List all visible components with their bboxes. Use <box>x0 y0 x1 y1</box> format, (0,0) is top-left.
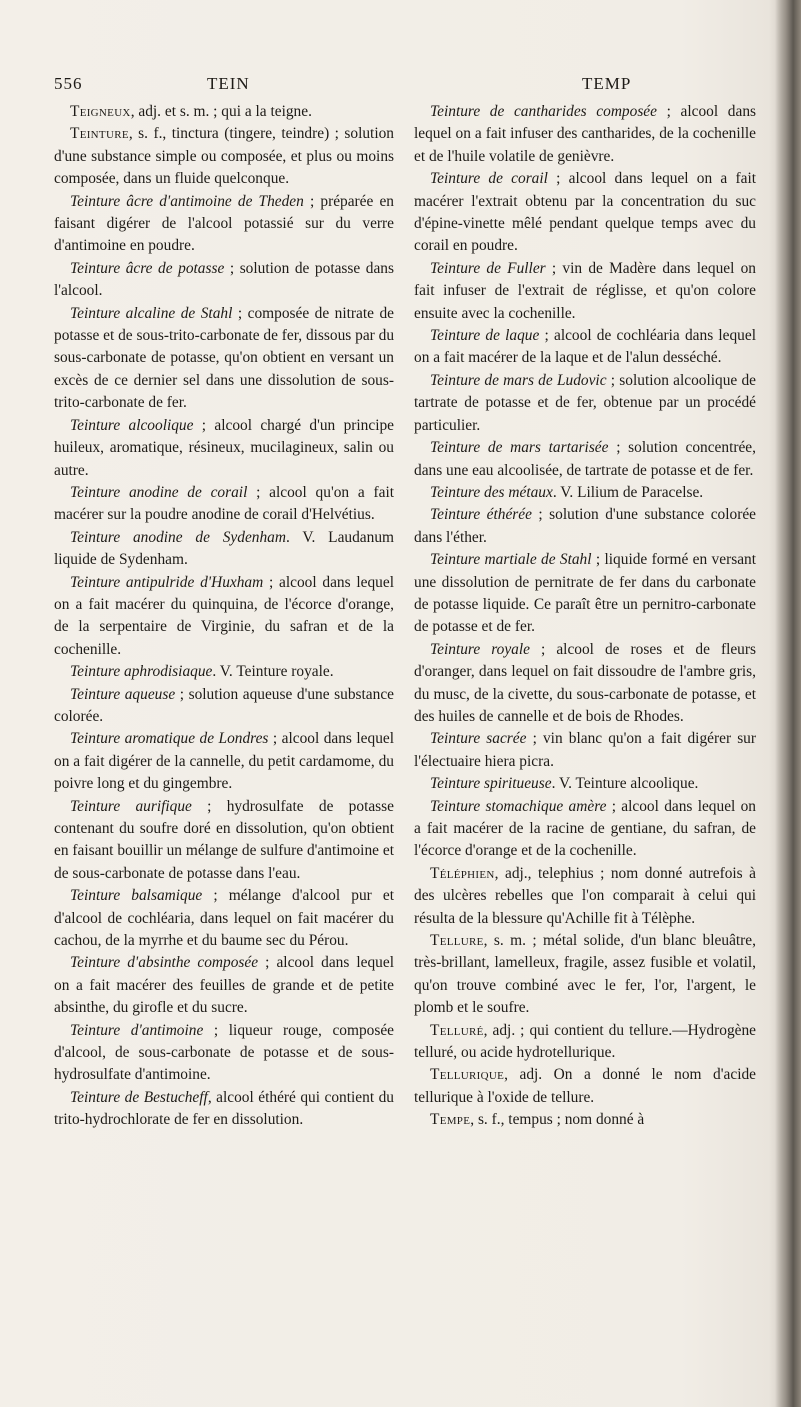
entry-headword: Teinture anodine de corail <box>70 483 248 501</box>
entry-definition: ; mélange d'alcool pur et d'alcool de cochléaria, dans lequel on fait macérer du cachou, de la myrrhe et du baume sec du Pérou. <box>54 887 395 950</box>
entry-definition: , alcool éthéré qui contient du trito-hydrochlorate de fer en dissolution. <box>54 1088 394 1129</box>
dictionary-entry <box>54 101 394 123</box>
entry-definition: ; solution aqueuse d'une substance colorée. <box>54 685 394 725</box>
entry-definition: , s. f., tempus ; nom donné à <box>470 1111 645 1129</box>
dictionary-entry <box>414 1020 756 1065</box>
entry-headword: Teinture <box>70 125 129 143</box>
entry-definition: ; solution d'une substance colorée dans l'éther. <box>414 506 756 546</box>
entry-definition: ; alcool chargé d'un principe huileux, aromatique, résineux, mucilagineux, salin ou autre. <box>54 416 394 479</box>
entry-headword: Teinture âcre de potasse <box>70 259 225 277</box>
dictionary-entry <box>414 370 756 437</box>
dictionary-entry <box>54 527 394 572</box>
dictionary-entry <box>414 796 756 863</box>
entry-definition: , adj. et s. m. ; qui a la teigne. <box>130 103 312 120</box>
entry-headword: Tellure <box>430 932 484 950</box>
entry-definition: ; solution alcoolique de tartrate de potasse et de fer, obtenue par un procédé particulier. <box>414 371 756 434</box>
dictionary-entry <box>414 482 756 504</box>
dictionary-entry <box>54 572 394 662</box>
dictionary-entry <box>414 863 756 930</box>
dictionary-entry <box>54 415 394 482</box>
entry-headword: Teinture royale <box>430 640 530 658</box>
entry-definition: ; alcool de cochléaria dans lequel on a fait macérer de la laque et de l'alun desséché. <box>414 327 756 367</box>
dictionary-entry <box>54 482 394 527</box>
entry-definition: ; vin blanc qu'on a fait digérer sur l'électuaire hiera picra. <box>414 730 756 770</box>
right-running-head: TEMP <box>582 74 632 93</box>
entry-definition: ; alcool dans lequel on a fait macérer l'extrait obtenu par la concentration du suc d'épine-vinette mêlé pendant quelque temps avec du corail en poudre. <box>414 170 756 255</box>
entry-headword: Teinture de corail <box>430 170 548 188</box>
dictionary-entry <box>414 639 756 729</box>
entry-headword: Teinture spiritueuse <box>430 775 552 793</box>
entry-headword: Teinture aurifique <box>70 797 192 815</box>
page-edge-shadow <box>775 0 801 1407</box>
entry-headword: Teinture des métaux <box>430 483 553 501</box>
entry-definition: ; alcool dans lequel on a fait macérer des feuilles de grande et de petite absinthe, du girofle et du sucre. <box>54 954 394 1017</box>
entry-headword: Teinture alcoolique <box>70 416 194 434</box>
entry-headword: Teinture aphrodisiaque <box>70 663 213 681</box>
entry-headword: Teinture aqueuse <box>70 685 176 703</box>
page-number: 556 <box>54 74 83 93</box>
dictionary-entry <box>414 930 756 1020</box>
left-column <box>54 101 394 1391</box>
dictionary-entry <box>414 101 756 168</box>
dictionary-entry <box>414 504 756 549</box>
dictionary-entry <box>414 549 756 639</box>
dictionary-entry <box>414 1064 756 1109</box>
entry-headword: Teinture de Fuller <box>430 259 546 277</box>
dictionary-entry <box>414 437 756 482</box>
entry-headword: Téléphien <box>430 864 495 882</box>
page-header <box>54 74 754 98</box>
dictionary-entry <box>54 952 394 1019</box>
dictionary-entry <box>54 661 394 683</box>
entry-headword: Teinture alcaline de Stahl <box>70 304 233 322</box>
dictionary-entry <box>414 168 756 258</box>
dictionary-entry <box>54 796 394 886</box>
entry-definition: . V. Lilium de Paracelse. <box>552 483 704 501</box>
entry-definition: ; solution concentrée, dans une eau alcoolisée, de tartrate de potasse et de fer. <box>414 439 756 479</box>
entry-definition: ; alcool dans lequel on a fait macérer du quinquina, de l'écorce d'orange, de la serpentaire de Virginie, du safran et de la cochenille. <box>54 573 394 658</box>
entry-definition: , adj., telephius ; nom donné autrefois à des ulcères rebelles que l'on comparait à celui qui résulta de la blessure qu'Achille fit à Télèphe. <box>414 864 756 927</box>
entry-definition: , s. f., tinctura (tingere, teindre) ; solution d'une substance simple ou composée, et plus ou moins composée, dans un fluide quelconque. <box>54 125 394 188</box>
entry-headword: Teinture d'antimoine <box>70 1021 204 1039</box>
dictionary-entry <box>54 303 394 415</box>
dictionary-entry <box>54 885 394 952</box>
entry-definition: . V. Teinture royale. <box>212 663 334 681</box>
entry-headword: Teinture anodine de Sydenham <box>70 528 286 546</box>
entry-definition: , adj. ; qui contient du tellure.—Hydrogène telluré, ou acide hydrotellurique. <box>414 1021 756 1062</box>
entry-headword: Teinture martiale de Stahl <box>430 551 592 569</box>
dictionary-entry <box>54 123 394 190</box>
entry-definition: ; préparée en faisant digérer de l'alcool potassié sur du verre d'antimoine en poudre. <box>54 192 394 255</box>
dictionary-entry <box>414 325 756 370</box>
entry-headword: Teinture de mars tartarisée <box>430 439 609 457</box>
entry-headword: Tellurique <box>430 1066 505 1084</box>
entry-definition: ; alcool dans lequel on a fait infuser des cantharides, de la cochenille et de l'huile volatile de genièvre. <box>414 103 757 165</box>
dictionary-entry <box>54 1020 394 1087</box>
left-running-head: TEIN <box>207 74 250 93</box>
entry-headword: Teinture âcre d'antimoine de Theden <box>70 192 304 210</box>
entry-headword: Teinture balsamique <box>70 887 203 905</box>
dictionary-entry <box>54 684 394 729</box>
entry-definition: ; vin de Madère dans lequel on fait infuser de l'extrait de réglisse, et qu'on colore ensuite avec la cochenille. <box>414 259 756 322</box>
entry-definition: ; alcool de roses et de fleurs d'oranger, dans lequel on fait dissoudre de l'ambre gris, du musc, de la civette, du sous-carbonate de potasse, et des huiles de cannelle et de bois de Rhodes. <box>414 640 756 725</box>
entry-definition: , s. m. ; métal solide, d'un blanc bleuâtre, très-brillant, lamelleux, fragile, assez fusible et volatil, qu'on trouve combiné avec le fer, l'or, l'argent, le plomb et le soufre. <box>414 932 756 1017</box>
entry-headword: Teinture de laque <box>430 327 540 345</box>
entry-definition: ; composée de nitrate de potasse et de sous-trito-carbonate de fer, dissous par du sous-carbonate de potasse, qu'on obtient en versant un excès de ce dernier sel dans une dissolution de sous-trito-carbonate de fer. <box>54 304 395 412</box>
dictionary-entry <box>54 258 394 303</box>
entry-definition: . V. Laudanum liquide de Sydenham. <box>54 528 395 569</box>
entry-headword: Teinture de Bestucheff <box>70 1088 208 1106</box>
entry-headword: Teinture de cantharides composée <box>430 103 657 120</box>
entry-headword: Teinture sacrée <box>430 730 527 748</box>
entry-definition: . V. Teinture alcoolique. <box>551 775 699 793</box>
entry-headword: Teinture aromatique de Londres <box>70 730 269 748</box>
entry-headword: Tempe <box>430 1111 471 1129</box>
entry-headword: Telluré <box>430 1021 484 1039</box>
entry-definition: ; alcool qu'on a fait macérer sur la poudre anodine de corail d'Helvétius. <box>54 483 394 524</box>
dictionary-entry <box>54 1087 394 1132</box>
entry-definition: ; liquide formé en versant une dissolution de pernitrate de fer dans du carbonate de potasse liquide. Ce paraît être un pernitro-carbonate de potasse et de fer. <box>414 551 756 636</box>
entry-definition: ; hydrosulfate de potasse contenant du soufre doré en dissolution, qu'on obtient en faisant bouillir un mélange de sulfure d'antimoine et de sous-carbonate de potasse dans l'eau. <box>54 797 394 882</box>
dictionary-entry <box>414 728 756 773</box>
entry-definition: ; solution de potasse dans l'alcool. <box>54 259 394 300</box>
entry-definition: ; alcool dans lequel on a fait digérer de la cannelle, du petit cardamome, du poivre long et du gingembre. <box>54 730 395 793</box>
dictionary-entry <box>414 773 756 795</box>
dictionary-entry <box>54 191 394 258</box>
dictionary-entry <box>414 258 756 325</box>
entry-definition: , adj. On a donné le nom d'acide tellurique à l'oxide de tellure. <box>414 1066 756 1106</box>
entry-definition: ; liqueur rouge, composée d'alcool, de sous-carbonate de potasse et de sous-hydrosulfate d'antimoine. <box>54 1021 394 1084</box>
right-column <box>414 101 756 1391</box>
entry-headword: Teinture antipulride d'Huxham <box>70 573 264 591</box>
entry-definition: ; alcool dans lequel on a fait macérer de la racine de gentiane, du safran, de l'écorce d'orange et de la cochenille. <box>414 797 756 860</box>
entry-headword: Teinture d'absinthe composée <box>70 954 259 972</box>
entry-headword: Teigneux <box>70 103 131 120</box>
dictionary-entry <box>54 728 394 795</box>
dictionary-entry <box>414 1109 756 1131</box>
entry-headword: Teinture de mars de Ludovic <box>430 371 607 389</box>
entry-headword: Teinture éthérée <box>430 506 532 524</box>
entry-headword: Teinture stomachique amère <box>430 797 607 815</box>
